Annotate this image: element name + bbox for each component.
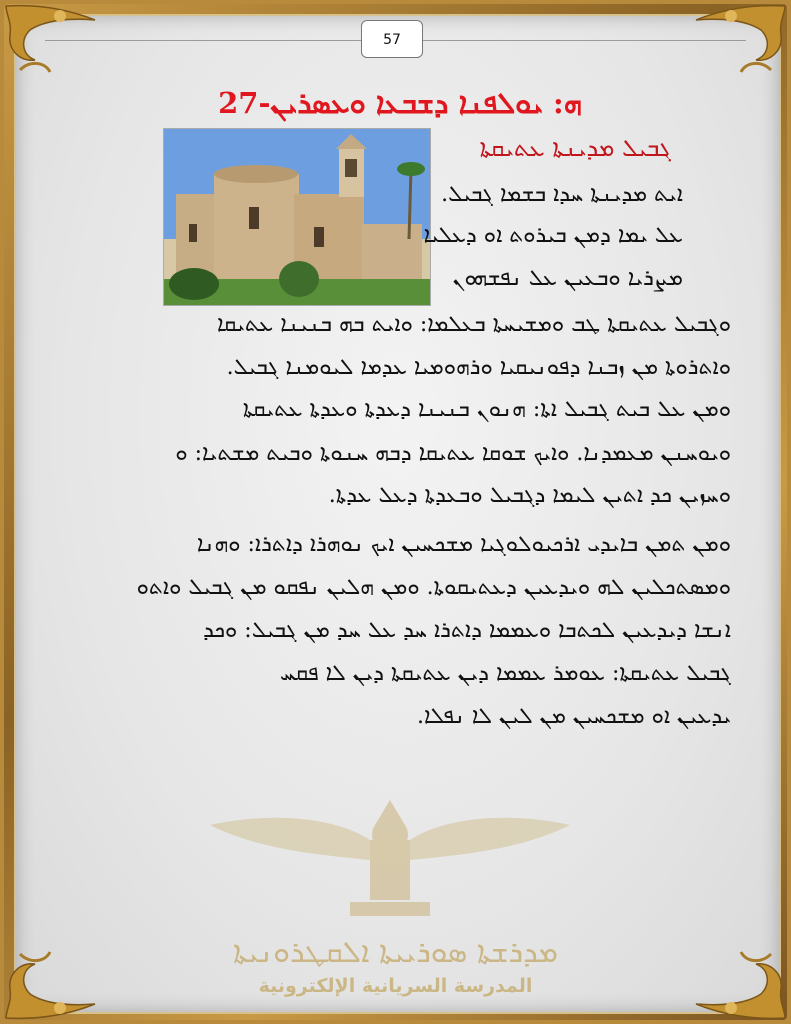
winged-emblem-icon (200, 780, 580, 930)
paragraph-line: ܥܠ ܝܡܐ ܕܡܢ ܒܝܪܘܬ ܐܘ ܕܥܠܝܐ (423, 223, 683, 248)
corner-ornament-icon (641, 934, 791, 1024)
paragraph-line: ܘܐܬܪܘܬܐ ܡܢ ܙܒܢܐ ܕܦܘܢܝܩܝܐ ܘܪܗܘܡܝܐ ܥܕܡܐ ܠܝܘܡܢܐ ܓܒܝܠ. (226, 355, 731, 380)
school-name-arabic: المدرسة السريانية الإلكترونية (258, 975, 533, 997)
paragraph-line: ܐܢܫܐ ܕܝܕܥܝܢ ܠܟܬܒܐ ܘܥܡܡܐ ܕܐܬܪܐ ܚܕ ܥܠ ܚܕ ܡܢ ܓܒܝܠ: ܘܟܕ (203, 618, 731, 643)
paragraph-line: ܡܨܪܝܐ ܘܒܥܝܢ ܥܠ ܢܦܫܗܘܢ (452, 266, 683, 291)
paragraph-line: ܘܡܢ ܬܡܢ ܒܐܝܕܝ ܐܪܟܝܘܠܘܓܝܐ ܡܫܟܚܝܢ ܐܝܟ ܢܘܗܪܐ ܕܐܬܪܐ: ܘܗܢܐ (196, 532, 731, 557)
church-photo (163, 128, 431, 306)
corner-ornament-icon (0, 934, 150, 1024)
paragraph-line: ܘܝܘܚܢܢ ܡܥܡܕܢܐ. ܘܐܝܟ ܫܘܩܐ ܥܬܝܩܐ ܕܒܗ ܚܢܘܬܐ ܘܒܝܬ ܡܫܬܝܐ: ܘ (175, 441, 731, 466)
paragraph-line: ܘܓܒܝܠ ܥܬܝܩܬܐ ܛܒ ܘܡܫܝܚܬܐ ܒܥܠܡܐ: ܘܐܝܬ ܒܗ ܒܢܝܢܐ ܥܬܝܩܐ (216, 312, 731, 337)
lesson-title: ܗ: ܝܘܠܦܢܐ ܕܫܒܥܐ ܘܥܣܪܝܢ-27 (218, 86, 582, 120)
paragraph-line: ܝܕܥܝܢ ܐܘ ܡܫܟܚܝܢ ܡܢ ܠܝܢ ܠܐ ܢܦܠܐ. (416, 704, 731, 729)
paragraph-line: ܘܡܣܬܟܠܝܢ ܠܗ ܘܝܕܥܝܢ ܕܥܬܝܩܘܬܐ. ܘܡܢ ܗܠܝܢ ܢܦܩܘ ܡܢ ܓܒܝܠ ܘܐܬܘ (136, 575, 731, 600)
paragraph-line: ܘܚܙܝܢ ܟܕ ܐܬܝܢ ܠܝܡܐ ܕܓܒܝܠ ܘܒܥܕܬܐ ܕܥܠ ܥܕܬܐ. (328, 483, 731, 508)
paragraph-line: ܘܡܢ ܥܠ ܒܝܬ ܓܒܝܠ ܐܬܐ: ܗܢܘܢ ܒܢܝܢܐ ܕܥܕܬܐ ܘܥܕܬܐ ܥܬܝܩܬܐ (242, 397, 731, 422)
paragraph-line: ܐܝܬ ܡܕܝܢܬܐ ܚܕܐ ܒܫܡܐ ܓܒܝܠ. (441, 182, 683, 207)
page-number: 57 (361, 20, 423, 58)
corner-ornament-icon (641, 0, 791, 90)
school-name-syriac: ܡܕܪܫܬܐ ܣܘܪܝܝܬܐ ܐܠܩܛܪܘܢܝܬܐ (233, 935, 558, 970)
paragraph-line: ܓܒܝܠ ܥܬܝܩܬܐ: ܥܘܡܪ ܥܡܡܐ ܕܝܢ ܥܬܝܩܬܐ ܕܝܢ ܠܐ ܦܩܚ (279, 661, 731, 686)
corner-ornament-icon (0, 0, 150, 90)
story-title: ܓܒܝܠ ܡܕܝܢܬܐ ܥܬܝܩܬܐ (479, 134, 671, 162)
